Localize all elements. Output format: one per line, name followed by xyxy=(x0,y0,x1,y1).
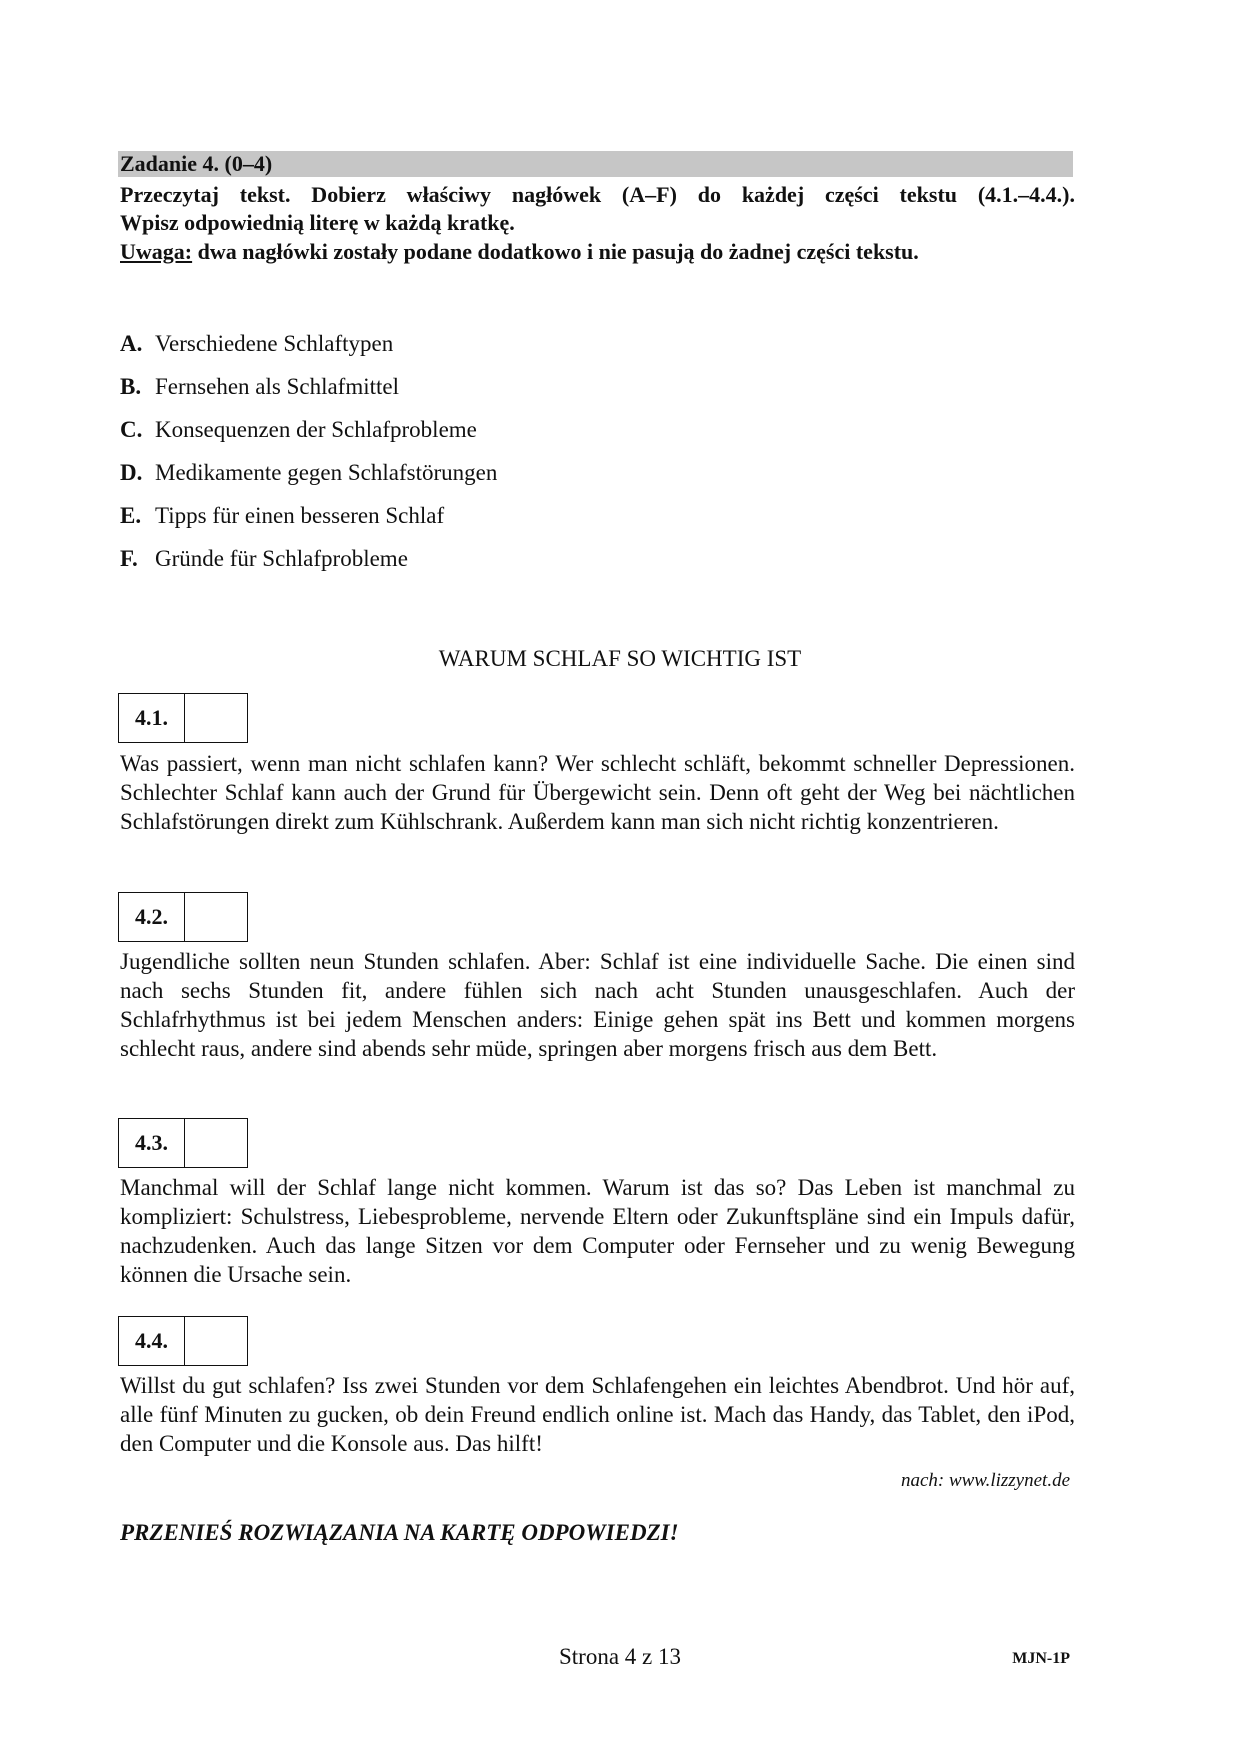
task-title: Zadanie 4. (0–4) xyxy=(120,151,273,176)
heading-letter: B. xyxy=(120,374,142,399)
answer-field[interactable] xyxy=(185,1317,247,1365)
instruction-line-2: Wpisz odpowiednią literę w każdą kratkę. xyxy=(120,210,515,235)
text-title: WARUM SCHLAF SO WICHTIG IST xyxy=(438,646,802,671)
heading-text: Konsequenzen der Schlafprobleme xyxy=(155,417,477,442)
headings-list xyxy=(120,322,497,580)
note-label: Uwaga: xyxy=(120,239,193,264)
answer-field[interactable] xyxy=(185,1119,247,1167)
answer-field[interactable] xyxy=(185,694,247,742)
task-header-bar xyxy=(118,151,1073,177)
heading-text: Fernsehen als Schlafmittel xyxy=(155,374,399,399)
heading-letter: A. xyxy=(120,331,143,356)
answer-box-4-3 xyxy=(118,1118,248,1168)
text-part-4-1: Was passiert, wenn man nicht schlafen kann? Wer schlecht schläft, bekommt schneller Depressionen. Schlechter Schlaf kann auch der Grund für Übergewicht sein. Denn oft geht der Weg bei nächtlichen Schlafstörungen direkt zum Kühlschrank. Außerdem kann man sich nicht richtig konzentrieren. xyxy=(120,751,1075,834)
heading-text: Verschiedene Schlaftypen xyxy=(155,331,394,356)
heading-option xyxy=(120,408,497,451)
heading-text: Gründe für Schlafprobleme xyxy=(155,546,408,571)
transfer-instruction: PRZENIEŚ ROZWIĄZANIA NA KARTĘ ODPOWIEDZI! xyxy=(120,1520,679,1545)
note-text: dwa nagłówki zostały podane dodatkowo i nie pasują do żadnej części tekstu. xyxy=(192,239,919,264)
text-part-4-2: Jugendliche sollten neun Stunden schlafen. Aber: Schlaf ist eine individuelle Sache. Die einen sind nach sechs Stunden fit, andere fühlen sich nach acht Stunden unausgeschlafen. Auch der Schlafrhythmus ist bei jedem Menschen anders: Einige gehen spät ins Bett und kommen morgens schlecht raus, andere sind abends sehr müde, springen aber morgens frisch aus dem Bett. xyxy=(120,949,1075,1061)
source-citation: nach: www.lizzynet.de xyxy=(900,1470,1070,1491)
answer-field[interactable] xyxy=(185,893,247,941)
instruction-line-1: Przeczytaj tekst. Dobierz właściwy nagłówek (A–F) do każdej części tekstu (4.1.–4.4.). xyxy=(120,182,1075,207)
text-part-4-4: Willst du gut schlafen? Iss zwei Stunden vor dem Schlafengehen ein leichtes Abendbrot. Und hör auf, alle fünf Minuten zu gucken, ob dein Freund endlich online ist. Mach das Handy, das Tablet, den iPod, den Computer und die Konsole aus. Das hilft! xyxy=(120,1373,1075,1456)
answer-box-4-4 xyxy=(118,1316,248,1366)
question-number: 4.4. xyxy=(119,1317,185,1365)
question-number: 4.1. xyxy=(119,694,185,742)
heading-option xyxy=(120,322,497,365)
answer-box-4-1 xyxy=(118,693,248,743)
heading-text: Medikamente gegen Schlafstörungen xyxy=(155,460,498,485)
exam-code: MJN-1P xyxy=(1012,1650,1070,1667)
heading-option xyxy=(120,494,497,537)
answer-box-4-2 xyxy=(118,892,248,942)
heading-option xyxy=(120,537,497,580)
heading-option xyxy=(120,365,497,408)
instruction-note xyxy=(120,238,1075,266)
text-part-4-3: Manchmal will der Schlaf lange nicht kommen. Warum ist das so? Das Leben ist manchmal zu kompliziert: Schulstress, Liebesprobleme, nervende Eltern oder Zukunftspläne sind ein Impuls dafür, nachzudenken. Auch das lange Sitzen vor dem Computer oder Fernseher und zu wenig Bewegung können die Ursache sein. xyxy=(120,1175,1075,1287)
page-number: Strona 4 z 13 xyxy=(558,1644,681,1669)
heading-letter: C. xyxy=(120,417,143,442)
heading-letter: E. xyxy=(120,503,142,528)
question-number: 4.2. xyxy=(119,893,185,941)
question-number: 4.3. xyxy=(119,1119,185,1167)
heading-text: Tipps für einen besseren Schlaf xyxy=(155,503,445,528)
heading-letter: F. xyxy=(120,546,138,571)
heading-option xyxy=(120,451,497,494)
heading-letter: D. xyxy=(120,460,143,485)
